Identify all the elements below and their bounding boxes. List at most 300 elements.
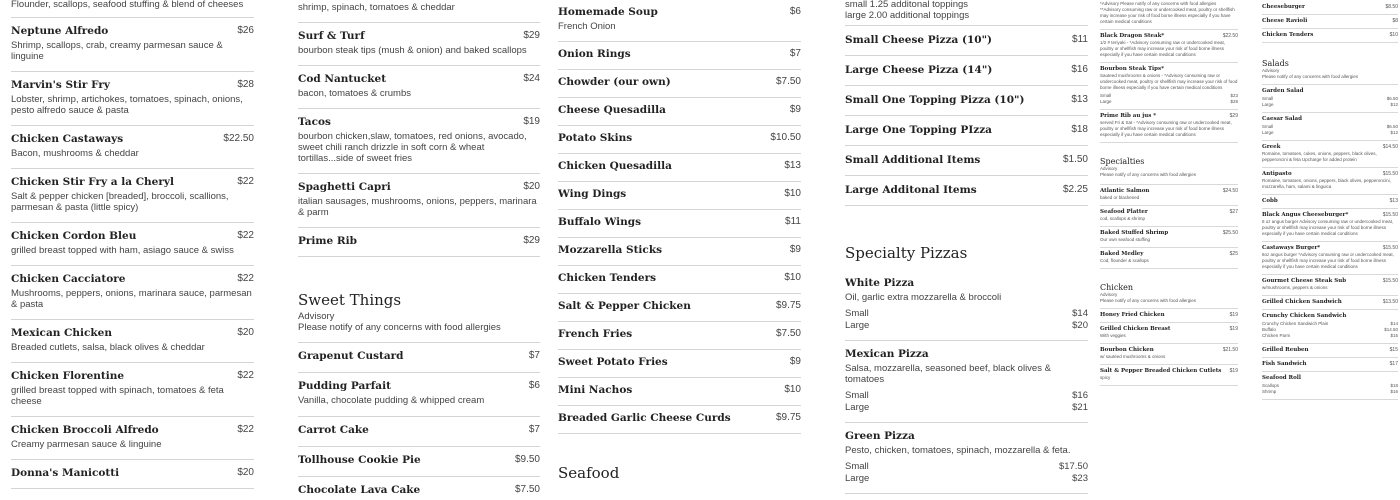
menu-item-price: $6 — [528, 380, 540, 391]
menu-item-name: Cheese Quesadilla — [558, 104, 666, 116]
menu-item-price: $22 — [237, 230, 254, 241]
menu-item — [11, 72, 254, 126]
menu-item — [11, 320, 254, 363]
size-label: Large — [845, 320, 870, 331]
menu-item-name: Seafood Platter — [1100, 209, 1148, 215]
menu-item — [558, 98, 801, 126]
menu-item-price: $10 — [784, 384, 801, 395]
menu-item-price: $9 — [789, 104, 801, 115]
menu-item-description: French Onion — [558, 21, 616, 32]
menu-item — [1262, 242, 1398, 275]
menu-item — [845, 341, 1088, 423]
menu-item-name: Wing Dings — [558, 188, 627, 200]
allergy-note: Please notify of any concerns with food allergies — [1100, 298, 1197, 303]
size-price: $12 — [1390, 102, 1398, 107]
menu-item-price: $19 — [523, 116, 540, 127]
menu-item — [1100, 206, 1238, 227]
menu-item-name: Cheeseburger — [1262, 4, 1305, 10]
menu-item-name: Large Cheese Pizza (14") — [845, 64, 993, 76]
menu-item-price: $9 — [789, 244, 801, 255]
menu-item-name: Donna's Manicotti — [11, 467, 120, 479]
menu-item-price: $22.50 — [223, 133, 254, 144]
menu-item — [1100, 63, 1238, 110]
menu-item-name: Garden Salad — [1262, 88, 1304, 94]
menu-item-name: Spaghetti Capri — [298, 181, 391, 193]
menu-item — [11, 266, 254, 320]
size-price-row — [845, 390, 1088, 402]
menu-item-price: $13 — [784, 160, 801, 171]
size-price: $14 — [1390, 321, 1398, 326]
menu-item — [558, 350, 801, 378]
menu-item-price: $19 — [1229, 326, 1238, 332]
menu-item — [298, 417, 540, 447]
menu-item-name: Green Pizza — [845, 430, 915, 442]
menu-item — [1100, 365, 1238, 386]
advisory-label: Advisory — [298, 311, 335, 322]
menu-item-description: Cod, flounder & scallops — [1100, 258, 1149, 263]
menu-item — [11, 363, 254, 417]
menu-item-price: $10 — [784, 188, 801, 199]
menu-item-description: *Advisory Please notify of any concerns with food allergies **Advisory consuming raw or undercooked meat, poultry or shellfish may increase your risk of food borne illness especially if you have certain medical conditions — [1100, 1, 1235, 24]
menu-item-price: $25.50 — [1222, 230, 1238, 236]
menu-item — [298, 174, 540, 228]
menu-item-description: Romaine, tomatoes, cukes, onions, peppers, black olives, pepperoncini & feta Upcharge for added protein — [1262, 151, 1377, 162]
menu-item-price: $29 — [523, 235, 540, 246]
menu-item-description: Lobster, shrimp, artichokes, tomatoes, spinach, onions, pesto alfredo sauce & pasta — [11, 94, 243, 116]
menu-item-price: $15.50 — [1382, 212, 1398, 218]
size-price: $23 — [1230, 93, 1238, 98]
menu-item-price: $16 — [1071, 64, 1088, 75]
menu-item — [558, 294, 801, 322]
menu-item-name: Greek — [1262, 144, 1281, 150]
menu-item-price: $25 — [1229, 251, 1238, 257]
menu-item-description: cod, scallops & shrimp — [1100, 216, 1146, 221]
size-label: Small — [845, 308, 869, 319]
menu-item-name: Caesar Salad — [1262, 116, 1302, 122]
menu-item — [298, 66, 540, 109]
menu-item-description: Salsa, mozzarella, seasoned beef, black olives & tomatoes — [845, 363, 1051, 385]
menu-item-price: $24 — [523, 73, 540, 84]
menu-item-description: spicy — [1100, 375, 1111, 380]
menu-item-description: Creamy parmesan sauce & linguine — [11, 439, 162, 450]
menu-item — [845, 423, 1088, 494]
menu-item-name: Homemade Soup — [558, 6, 658, 18]
menu-item-price: $7.50 — [514, 484, 540, 495]
menu-item — [558, 238, 801, 266]
menu-item — [1262, 275, 1398, 296]
menu-item — [845, 270, 1088, 341]
size-price: $14.50 — [1384, 327, 1398, 332]
menu-item-description: grilled breast topped with ham, asiago sauce & swiss — [11, 245, 234, 256]
section-title-salads: Salads — [1262, 59, 1289, 68]
menu-item-name: Mini Nachos — [558, 384, 633, 396]
size-price-row — [1100, 99, 1238, 105]
menu-item — [558, 70, 801, 98]
menu-item — [1100, 0, 1238, 30]
size-label: Small — [1100, 93, 1112, 98]
menu-item-price: $7 — [528, 424, 540, 435]
advisory-label: Advisory — [1100, 292, 1118, 297]
section-title-seafood: Seafood — [558, 464, 620, 482]
menu-column-appetizers — [558, 0, 801, 500]
menu-item-name: Chicken Quesadilla — [558, 160, 672, 172]
menu-item — [1262, 372, 1398, 400]
menu-item-price: $9 — [789, 356, 801, 367]
menu-item — [845, 116, 1088, 146]
menu-item — [1100, 227, 1238, 248]
menu-item-name: Cobb — [1262, 198, 1278, 204]
dessert-list — [298, 342, 540, 500]
menu-item-price: $20 — [237, 327, 254, 338]
size-label: Buffalo — [1262, 327, 1276, 332]
appetizer-list — [558, 0, 801, 434]
menu-item-name: Grilled Chicken Sandwich — [1262, 299, 1342, 305]
menu-item-name: Chicken Tenders — [558, 272, 657, 284]
menu-item-description: w/mushrooms, peppers & onions — [1262, 285, 1328, 290]
menu-item — [1262, 141, 1398, 168]
menu-item-name: Chicken Tenders — [1262, 32, 1314, 38]
menu-item-price: $8.50 — [1385, 4, 1398, 10]
menu-item-name: Large Additonal Items — [845, 184, 977, 196]
menu-item-price: $10 — [1389, 32, 1398, 38]
specialty-pizza-list — [845, 270, 1088, 494]
menu-item — [1262, 296, 1398, 310]
menu-item-price: $9.75 — [775, 412, 801, 423]
menu-item-price: $20 — [523, 181, 540, 192]
menu-item-name: Baked Medley — [1100, 251, 1144, 257]
menu-item-price: $8 — [1392, 18, 1398, 24]
menu-item — [1262, 29, 1398, 43]
menu-item-name: Chicken Cordon Bleu — [11, 230, 137, 242]
menu-item-price: $2.25 — [1062, 184, 1088, 195]
size-price: $16 — [1072, 390, 1088, 401]
menu-item-price: $26 — [237, 25, 254, 36]
menu-item — [558, 126, 801, 154]
size-price: $16 — [1390, 389, 1398, 394]
chicken-list — [1100, 308, 1238, 386]
menu-item — [1100, 30, 1238, 63]
size-price-row — [1262, 130, 1398, 136]
menu-item-price: $21.50 — [1222, 347, 1238, 353]
menu-item — [845, 146, 1088, 176]
advisory-label: Advisory — [1100, 166, 1118, 171]
size-price: $14 — [1072, 308, 1088, 319]
menu-item-price: $11 — [1072, 34, 1088, 45]
size-label: Small — [845, 390, 869, 401]
menu-item-name: Chicken Broccoli Alfredo — [11, 424, 159, 436]
menu-item — [558, 406, 801, 434]
menu-item-name: Seafood Roll — [1262, 375, 1301, 381]
entree-list — [11, 17, 254, 489]
menu-item-name: Chicken Stir Fry a la Cheryl — [11, 176, 174, 188]
menu-item-price: $22 — [237, 370, 254, 381]
menu-item-name: Salt & Pepper Breaded Chicken Cutlets — [1100, 368, 1222, 374]
menu-item — [845, 26, 1088, 56]
size-label: Small — [1262, 124, 1274, 129]
menu-item-description: baked or blackened — [1100, 195, 1140, 200]
menu-item-price: $1.50 — [1062, 154, 1088, 165]
menu-item-name: Cheese Ravioli — [1262, 18, 1308, 24]
menu-item-price: $22 — [237, 176, 254, 187]
menu-item-name: Crunchy Chicken Sandwich — [1262, 313, 1347, 319]
kids-list — [1262, 1, 1398, 43]
menu-item-price: $19 — [1229, 312, 1238, 318]
menu-item — [558, 42, 801, 70]
size-label: Chicken Parm — [1262, 333, 1291, 338]
menu-item-description: bourbon chicken,slaw, tomatoes, red onions, avocado, sweet chili ranch drizzle in soft corn & wheat tortillas...side of sweet fries — [298, 131, 527, 164]
menu-item-name: Prime Rib au jus * — [1100, 113, 1157, 119]
menu-item-name: Small Cheese Pizza (10") — [845, 34, 993, 46]
menu-item-name: French Fries — [558, 328, 633, 340]
menu-item-price: $10 — [784, 272, 801, 283]
menu-item — [1262, 195, 1398, 209]
menu-item-price: $13 — [1389, 198, 1398, 204]
menu-item-price: $15.50 — [1382, 278, 1398, 284]
menu-item — [298, 447, 540, 477]
menu-item-name: Chicken Castaways — [11, 133, 124, 145]
menu-item — [1262, 15, 1398, 29]
menu-item — [11, 223, 254, 266]
menu-item-name: Chocolate Lava Cake — [298, 484, 421, 496]
menu-item-name: Onion Rings — [558, 48, 631, 60]
size-label: Crunchy Chicken Sandwich Plain — [1262, 321, 1329, 326]
menu-item-name: Castaways Burger* — [1262, 245, 1321, 251]
pizza-list — [845, 25, 1088, 206]
menu-item-price: $22 — [237, 424, 254, 435]
size-price-row — [845, 320, 1088, 332]
menu-item-price: $28 — [237, 79, 254, 90]
menu-item-price: $13.50 — [1382, 299, 1398, 305]
size-price-row — [1262, 333, 1398, 339]
menu-item-name: Cod Nantucket — [298, 73, 387, 85]
menu-item-description: bacon, tomatoes & crumbs — [298, 88, 411, 99]
salad-sandwich-list — [1262, 84, 1398, 400]
menu-item — [558, 322, 801, 350]
menu-item — [1100, 323, 1238, 344]
size-price: $6.50 — [1386, 96, 1398, 101]
topping-note-small: small 1.25 additonal toppings — [845, 0, 969, 10]
menu-item-name: Chicken Florentine — [11, 370, 125, 382]
menu-item-description: Pesto, chicken, tomatoes, spinach, mozzarella & feta. — [845, 445, 1071, 456]
menu-item-name: Chicken Cacciatore — [11, 273, 126, 285]
steak-list — [1100, 0, 1238, 143]
menu-item — [558, 182, 801, 210]
size-price: $18 — [1390, 383, 1398, 388]
menu-item-description: w/ sautéed mushrooms & onions — [1100, 354, 1166, 359]
menu-item-name: Small One Topping Pizza (10") — [845, 94, 1025, 106]
menu-item-name: Salt & Pepper Chicken — [558, 300, 691, 312]
allergy-note: Please notify of any concerns with food allergies — [1100, 172, 1197, 177]
menu-item-price: $15 — [1389, 347, 1398, 353]
menu-item-description: grilled breast topped with spinach, tomatoes & feta cheese — [11, 385, 224, 407]
menu-item — [11, 417, 254, 460]
menu-item-price: $7.50 — [775, 328, 801, 339]
menu-item-name: Surf & Turf — [298, 30, 365, 42]
menu-item-description: 1/2 # teriyaki - *Advisory consuming raw or undercooked meat, poultry or shellfish may increase your risk of food borne illness especially if you have certain medical conditions — [1100, 40, 1226, 57]
menu-item — [11, 18, 254, 72]
menu-item — [298, 109, 540, 174]
menu-item-name: Neptune Alfredo — [11, 25, 109, 37]
menu-item — [558, 154, 801, 182]
size-price-row — [845, 402, 1088, 414]
item-description-fragment: shrimp, spinach, tomatoes & cheddar — [298, 2, 455, 13]
menu-item-price: $27 — [1229, 209, 1238, 215]
menu-item — [298, 477, 540, 500]
menu-item-description: 8 oz angus burger Advisory consuming raw or undercooked meat, poultry or shellfish may increase your risk of food borne illness especially if you have certain medical conditions — [1262, 219, 1394, 236]
menu-item-description: With veggies — [1100, 333, 1126, 338]
menu-item — [845, 86, 1088, 116]
menu-item-name: Small Additional Items — [845, 154, 981, 166]
menu-item-price: $18 — [1071, 124, 1088, 135]
menu-item-name: Mexican Pizza — [845, 348, 929, 360]
section-title-sweet-things: Sweet Things — [298, 291, 402, 309]
menu-item-name: Breaded Garlic Cheese Curds — [558, 412, 731, 424]
menu-column-salads-sandwiches — [1262, 0, 1398, 500]
size-label: Large — [1262, 102, 1274, 107]
size-price: $12 — [1390, 130, 1398, 135]
dinner-list — [298, 22, 540, 257]
topping-note-large: large 2.00 additional toppings — [845, 10, 970, 21]
menu-item-name: Honey Fried Chicken — [1100, 312, 1165, 318]
menu-item-price: $10.50 — [770, 132, 801, 143]
menu-item-name: Atlantic Salmon — [1100, 188, 1150, 194]
menu-item — [1100, 185, 1238, 206]
menu-item-name: Large One Topping PIzza — [845, 124, 992, 136]
menu-item-price: $9.75 — [775, 300, 801, 311]
menu-item — [558, 0, 801, 42]
menu-item-name: Bourbon Chicken — [1100, 347, 1154, 353]
menu-item — [1262, 1, 1398, 15]
menu-item-description: italian sausages, mushrooms, onions, peppers, marinara & parm — [298, 196, 537, 218]
menu-item-description: Romaine, tomatoes, onions, peppers, black olives, pepperoncini, mozzarella, ham, salami & linguica — [1262, 178, 1391, 189]
menu-item-name: Bourbon Steak Tips* — [1100, 66, 1164, 72]
menu-item-price: $15.50 — [1382, 245, 1398, 251]
menu-item-name: Black Angus Cheeseburger* — [1262, 212, 1349, 218]
menu-item — [11, 460, 254, 489]
menu-item-price: $22.50 — [1222, 33, 1238, 39]
menu-item-description: Breaded cutlets, salsa, black olives & cheddar — [11, 342, 205, 353]
menu-item — [298, 343, 540, 373]
menu-item-price: $20 — [237, 467, 254, 478]
menu-item — [845, 56, 1088, 86]
menu-item-description: bourbon steak tips (mush & onion) and baked scallops — [298, 45, 527, 56]
menu-item — [1100, 248, 1238, 269]
menu-item-name: Black Dragon Steak* — [1100, 33, 1165, 39]
menu-item-name: Grapenut Custard — [298, 350, 404, 362]
menu-item-description: Oil, garlic extra mozzarella & broccoli — [845, 292, 1002, 303]
size-label: Large — [1100, 99, 1112, 104]
size-label: Small — [845, 461, 869, 472]
menu-item — [1262, 358, 1398, 372]
menu-item — [1262, 209, 1398, 242]
menu-column-steaks — [1100, 0, 1238, 500]
size-price-row — [845, 461, 1088, 473]
menu-item-price: $29 — [523, 30, 540, 41]
menu-item-description: Mushrooms, peppers, onions, marinara sauce, parmesan & pasta — [11, 288, 252, 310]
size-label: Large — [845, 473, 870, 484]
menu-item — [1262, 113, 1398, 141]
menu-item-name: Sweet Potato Fries — [558, 356, 668, 368]
menu-column-dinners — [298, 0, 540, 500]
menu-item-name: Buffalo Wings — [558, 216, 642, 228]
menu-item-name: Tollhouse Cookie Pie — [298, 454, 421, 466]
allergy-note: Please notify of any concerns with food allergies — [1262, 74, 1359, 79]
menu-item-description: Bacon, mushrooms & cheddar — [11, 148, 139, 159]
menu-item-description: 8oz angus burger *Advisory consuming raw or undercooked meat, poultry or shellfish may increase your risk of food borne illness especially if you have certain medical conditions — [1262, 252, 1394, 269]
menu-item-price: $7 — [789, 48, 801, 59]
menu-item-price: $11 — [785, 216, 801, 227]
menu-item-price: $7 — [528, 350, 540, 361]
item-description-fragment: Flounder, scallops, seafood stuffing & blend of cheeses — [11, 0, 244, 10]
specialties-list — [1100, 184, 1238, 269]
allergy-note: Please notify of any concerns with food allergies — [298, 322, 501, 333]
menu-item-name: Potato Skins — [558, 132, 633, 144]
menu-item — [558, 266, 801, 294]
menu-item — [298, 373, 540, 417]
menu-item — [1262, 85, 1398, 113]
section-title-specialty-pizzas: Specialty Pizzas — [845, 244, 968, 262]
size-label: Large — [845, 402, 870, 413]
menu-item-name: Carrot Cake — [298, 424, 369, 436]
size-price-row — [845, 473, 1088, 485]
menu-column-entrees — [11, 0, 254, 500]
menu-item — [1100, 344, 1238, 365]
menu-item — [11, 126, 254, 169]
menu-item-price: $24.50 — [1222, 188, 1238, 194]
size-label: Scallops — [1262, 383, 1280, 388]
size-price: $20 — [1072, 320, 1088, 331]
menu-item-description: Shrimp, scallops, crab, creamy parmesan sauce & linguine — [11, 40, 223, 62]
menu-item-name: Mexican Chicken — [11, 327, 113, 339]
menu-item-price: $13 — [1071, 94, 1088, 105]
menu-item — [1100, 309, 1238, 323]
size-price-row — [1262, 102, 1398, 108]
size-label: Large — [1262, 130, 1274, 135]
menu-item-description: Salt & pepper chicken [breaded], broccoli, scallions, parmesan & pasta (little spicy) — [11, 191, 229, 213]
menu-item-price: $9.50 — [514, 454, 540, 465]
menu-item-price: $14.50 — [1382, 144, 1398, 150]
menu-item — [558, 378, 801, 406]
size-price: $15 — [1390, 333, 1398, 338]
size-label: Small — [1262, 96, 1274, 101]
menu-item-name: Grilled Chicken Breast — [1100, 326, 1171, 332]
menu-item-name: Pudding Parfait — [298, 380, 391, 392]
size-price: $21 — [1072, 402, 1088, 413]
menu-item-price: $17 — [1389, 361, 1398, 367]
menu-item-name: Marvin's Stir Fry — [11, 79, 110, 91]
menu-item-description: served Fri & Sat - *Advisory consuming raw or undercooked meat, poultry or shellfish may increase your risk of food borne illness especially if you have certain medical conditions — [1100, 120, 1232, 137]
menu-item-price: $15.50 — [1382, 171, 1398, 177]
menu-item-name: Mozzarella Sticks — [558, 244, 663, 256]
section-title-chicken: Chicken — [1100, 283, 1134, 292]
menu-item-name: Antipasto — [1262, 171, 1292, 177]
advisory-label: Advisory — [1262, 68, 1280, 73]
menu-item-description: Sauteed mushrooms & onions - *Advisory consuming raw or undercooked meat, poultry or shellfish may increase your risk of food borne illness especially if you have certain medical conditions — [1100, 73, 1238, 90]
menu-item — [1262, 344, 1398, 358]
menu-item — [1100, 110, 1238, 143]
menu-item — [298, 23, 540, 66]
menu-item-description: Vanilla, chocolate pudding & whipped cream — [298, 395, 485, 406]
size-label: Shrimp — [1262, 389, 1277, 394]
menu-item — [1262, 310, 1398, 344]
size-price-row — [845, 308, 1088, 320]
menu-item — [11, 169, 254, 223]
menu-item-name: Grilled Reuben — [1262, 347, 1309, 353]
menu-item — [845, 176, 1088, 206]
menu-item-name: Chowder (our own) — [558, 76, 671, 88]
menu-item-name: Prime Rib — [298, 235, 357, 247]
menu-item — [558, 210, 801, 238]
